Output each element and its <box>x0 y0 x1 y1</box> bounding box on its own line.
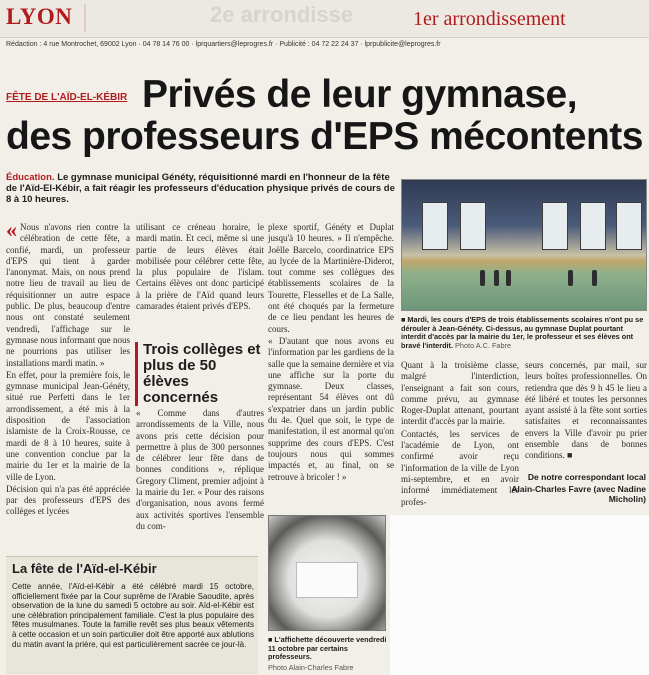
photo2-caption-text: ■ L'affichette découverte vendredi 11 octobre par certains professeurs. <box>268 635 387 662</box>
col4-paragraph-1: Quant à la troisième classe, malgré l'interdiction, l'enseignant a fait son cours, comme prévu, au gymnase Roger-Duplat attenant, pourtant interdit d'accès par la mairie. <box>401 360 519 427</box>
col5-paragraph-1: seurs concernés, par mail, sur leurs boîtes professionnelles. On retiendra que dès 9 h 45 le lieu a été libéré et toutes les personnes ayant assisté à la fête sont sorties satisfaites et reconnaissantes envers la Ville d'avoir pu prier ensemble dans de bonnes conditions. ■ <box>525 360 647 461</box>
article-kicker: FÊTE DE L'AÏD-EL-KÉBIR <box>6 92 128 103</box>
masthead-divider <box>84 4 204 32</box>
photo-person <box>592 270 597 286</box>
article-column-3 <box>268 222 394 484</box>
col2-paragraph-1: utilisant ce créneau horaire, le mardi matin. Et ceci, même si une partie de leurs élèves était mobilisée pour célébrer cette fête, la plus populaire de l'islam. Certains élèves ont donc participé à la prière de l'Aïd quand leurs camarades étaient privés d'EPS. <box>136 222 264 312</box>
correspondent-names: Alain-Charles Favre (avec Nadine Micholin) <box>511 484 646 504</box>
photo-window <box>616 202 642 250</box>
col1-paragraph-2: En effet, pour la première fois, le gymnase municipal Jean-Généty, situé rue Perfetti dans le 1er arrondissement, a été mis à la disposition de l'association islamiste de la Croix-Rousse, ce mardi de 8 à 10 heures, suite à une convention conclue par la mairie du 1er et la mairie de la ville de Lyon. <box>6 369 130 482</box>
photo-window <box>542 202 568 250</box>
ghost-heading: 2e arrondisse <box>210 2 354 27</box>
quote-mark: « <box>6 217 17 242</box>
sidebar-title: La fête de l'Aïd-el-Kébir <box>12 561 157 576</box>
photo1-caption-text: ■ Mardi, les cours d'EPS de trois établissements scolaires n'ont pu se dérouler à Jean-Généty. Ci-dessus, au gymnase Duplat pourtant interdit d'accès par la mairie du 1er, le professeur et ses élèves ont bravé l'interdit. <box>401 315 644 350</box>
redaction-contact: Rédaction : 4 rue Montrochet, 69002 Lyon · 04 78 14 76 00 · lprquartiers@leprogres.fr · Publicité : 04 72 22 24 37 · lprpublicite@leprogres.fr <box>6 41 441 48</box>
article-subheading: Trois collèges et plus de 50 élèves concernés <box>135 342 263 406</box>
gymnasium-photo <box>401 179 647 311</box>
col2-paragraph-2: « Comme dans d'autres arrondissements de la Ville, nous avons pris cette décision pour permettre à plus de 300 personnes de célébrer leur fête dans de bonnes conditions », réplique Gregory Climent, premier adjoint à la mairie du 1er. « Pour des raisons d'organisation, nous avons fermé aux activités sportives l'ensemble du com- <box>136 408 264 531</box>
lede-text: Le gymnase municipal Généty, réquisitionné mardi en l'honneur de la fête de l'Aïd-El-Kébir, a fait réagir les professeurs d'éducation physique privés de cours de 8 à 10 heures. <box>6 172 395 205</box>
photo1-credit: Photo A.C. Fabre <box>455 340 512 350</box>
article-column-5 <box>525 360 647 463</box>
photo-person <box>494 270 499 286</box>
headline-line-2: des professeurs d'EPS mécontents <box>6 115 643 158</box>
city-name: LYON <box>6 4 73 29</box>
col3-paragraph-1: plexe sportif, Généty et Duplat jusqu'à 10 heures. » Il n'empêche. Joëlle Barcelo, coordinatrice EPS au lycée de la Martinière-Diderot, tout comme ses collègues des établissements scolaires de la Tourette, Flesselles et de La Salle, ont été choqués par la fermeture de ce lieu pendant les heures de cours. <box>268 222 394 334</box>
photo-window <box>422 202 448 250</box>
arrondissement-label: 1er arrondissement <box>413 8 566 30</box>
article-column-1 <box>6 217 130 519</box>
photo2-caption <box>268 636 393 672</box>
lede-category: Éducation. <box>6 172 55 183</box>
col3-paragraph-2: « D'autant que nous avons eu l'information par les gardiens de la salle que la semaine dernière et via une affiche sur la porte du gymnase. Deux classes, représentant 54 élèves ont dû s'expatrier dans un jardin public du 4e. Quel que soit, le type de manifestation, il est anormal qu'on supprime des cours d'EPS. C'est toujours nous qui sommes impactés et, au final, on se retrouve à bricoler ! » <box>268 335 394 482</box>
notice-sheet-image <box>296 562 358 598</box>
sidebar-text: Cette année, l'Aïd-el-Kébir a été célébré mardi 15 octobre, officiellement fixée par la Cour suprême de l'Arabie Saoudite, après observation de la lune du samedi 5 octobre au soir. Aïd-el-Kébir est une célébration principalement familiale. C'est la plus populaire des fêtes musulmanes. Toute la famille revêt ses plus beaux vêtements à cette occasion et un soin particulier doit être apporté aux ablutions du matin avant la prière, qui est particulièrement sacrée ce jour-là. <box>12 582 254 649</box>
article-lede <box>6 172 396 205</box>
photo-person <box>480 270 485 286</box>
col1-paragraph-3: Décision qui n'a pas été appréciée par des professeurs d'EPS des collèges et lycées <box>6 483 130 517</box>
photo-window <box>580 202 606 250</box>
blank-area <box>390 515 649 675</box>
correspondent-line: De notre correspondant local <box>527 472 646 482</box>
col4-paragraph-2: Contactés, les services de l'académie de Lyon, ont confirmé avoir reçu l'information de la ville de Lyon mi-septembre, et en avoir informé immédiatement les profes- <box>401 428 519 507</box>
headline-line-1: Privés de leur gymnase, <box>142 73 578 116</box>
article-column-2b <box>136 408 264 533</box>
photo2-credit: Photo Alain-Charles Fabre <box>268 662 354 672</box>
photo-person <box>506 270 511 286</box>
photo1-caption <box>401 316 647 350</box>
sidebar-box <box>6 556 258 674</box>
photo-window <box>460 202 486 250</box>
photo-person <box>568 270 573 286</box>
article-column-2 <box>136 222 264 313</box>
col1-paragraph-1: Nous n'avons rien contre la célébration de cette fête, a confié, mardi, un professeur d'EPS qui tient à garder l'anonymat. Mais, on nous prend notre lieu de travail au lieu de réquisitionner un autre espace public. De plus, beaucoup d'entre nous ont constaté seulement vendredi, l'affichage sur le gymnase nous informant que nous ne pourrions pas utiliser les installations mardi matin. » <box>6 222 130 368</box>
